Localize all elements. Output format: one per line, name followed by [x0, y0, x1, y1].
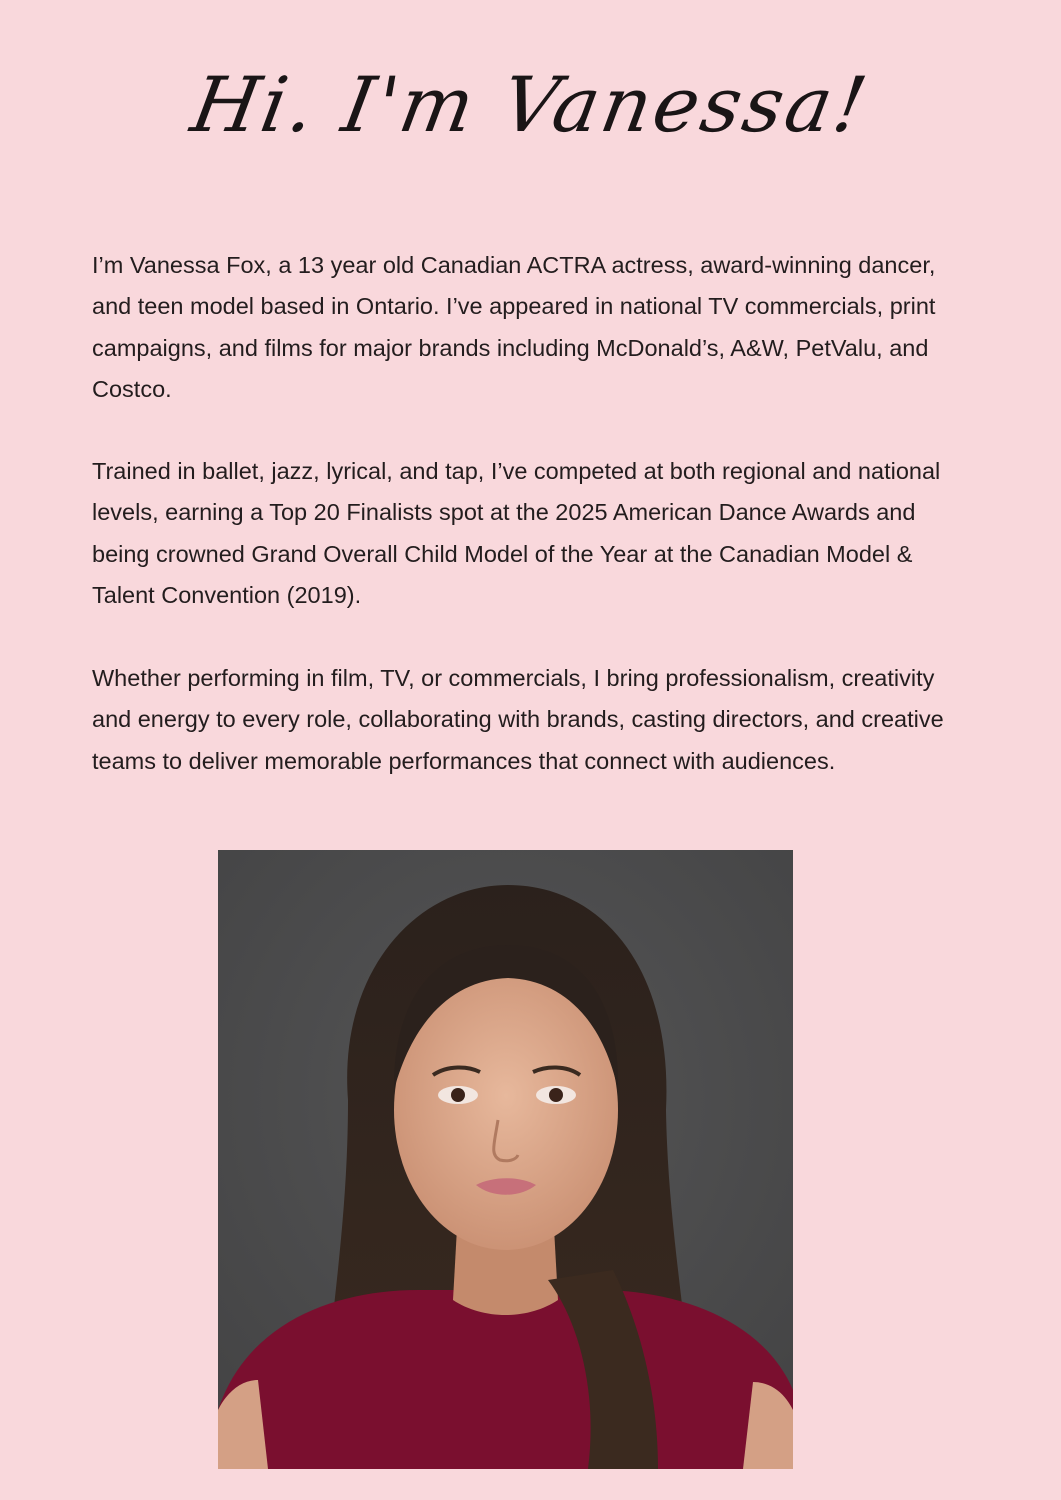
page-title: Hi. I'm Vanessa! — [185, 60, 876, 149]
headshot-photo — [218, 850, 793, 1469]
shirt — [218, 1290, 793, 1469]
left-eye — [451, 1088, 465, 1102]
portrait-illustration — [218, 850, 793, 1469]
bio-paragraph-training: Trained in ballet, jazz, lyrical, and tap, I’ve competed at both regional and national levels, earning a Top 20 Finalists spot at the 2025 American Dance Awards and being crowned Grand Overall Child Model of the Year at the Canadian Model & Talent Convention (2019). — [92, 458, 941, 608]
right-eye — [549, 1088, 563, 1102]
bio-paragraph-professional: Whether performing in film, TV, or commercials, I bring professionalism, creativity and energy to every role, collaborating with brands, casting directors, and creative teams to deliver memorable performances that connect with audiences. — [92, 665, 944, 774]
bio-paragraph-intro: I’m Vanessa Fox, a 13 year old Canadian ACTRA actress, award-winning dancer, and teen model based in Ontario. I’ve appeared in national TV commercials, print campaigns, and films for major brands including McDonald’s, A&W, PetValu, and Costco. — [92, 252, 936, 402]
